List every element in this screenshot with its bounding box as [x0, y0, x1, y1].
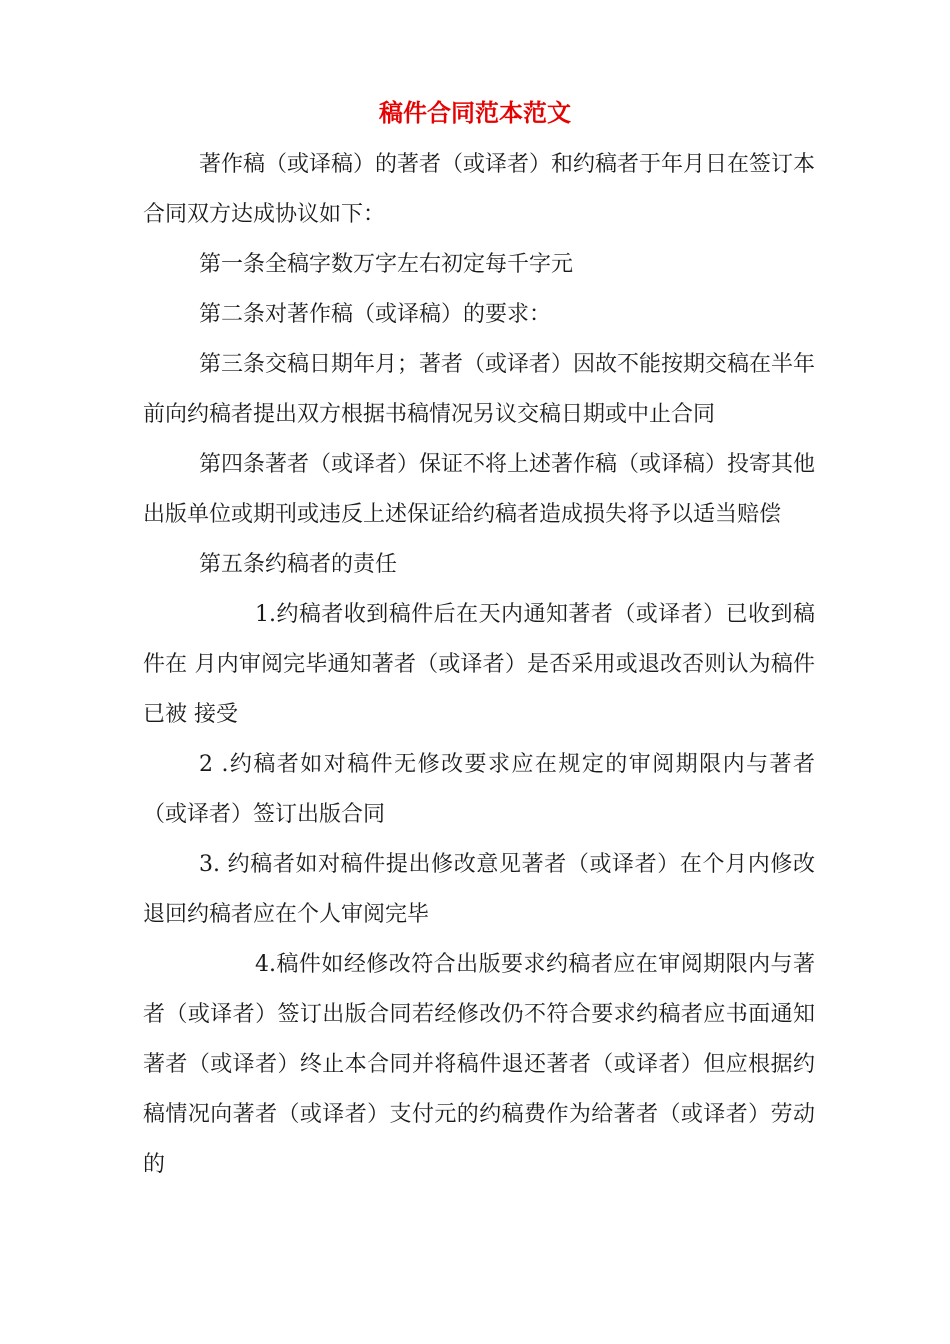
list-item-text: 约稿者收到稿件后在天内通知著者（或译者）已收到稿件在 月内审阅完毕通知著者（或译者）是否采用或退改否则认为稿件已被 接受 [143, 602, 815, 727]
list-item [143, 840, 815, 940]
list-item-text: 稿件如经修改符合出版要求约稿者应在审阅期限内与著者（或译者）签订出版合同若经修改仍不符合要求约稿者应书面通知著者（或译者）终止本合同并将稿件退还著者（或译者）但应根据约稿情况向著者（或译者）支付元的约稿费作为给著者（或译者）劳动的 [143, 952, 815, 1177]
intro-paragraph: 著作稿（或译稿）的著者（或译者）和约稿者于年月日在签订本合同双方达成协议如下： [143, 152, 816, 227]
article-4: 第四条著者（或译者）保证不将上述著作稿（或译稿）投寄其他出版单位或期刊或违反上述保证给约稿者造成损失将予以适当赔偿 [143, 452, 816, 527]
list-item-number: 4. [255, 952, 276, 977]
article-1: 第一条全稿字数万字左右初定每千字元 [199, 252, 574, 277]
document-body [143, 140, 815, 1190]
list-item-number: 3. [199, 852, 220, 877]
article-5-heading: 第五条约稿者的责任 [199, 552, 398, 577]
list-item-number: 1. [255, 602, 276, 627]
list-item [143, 940, 815, 1190]
list-item-text: 约稿者如对稿件提出修改意见著者（或译者）在个月内修改退回约稿者应在个人审阅完毕 [143, 852, 815, 927]
document-title: 稿件合同范本范文 [379, 98, 571, 127]
list-item-number: 2 . [199, 752, 229, 777]
article-2: 第二条对著作稿（或译稿）的要求： [199, 302, 552, 327]
article-3: 第三条交稿日期年月；著者（或译者）因故不能按期交稿在半年前向约稿者提出双方根据书稿情况另议交稿日期或中止合同 [143, 352, 816, 427]
list-item [143, 590, 815, 740]
list-item-text: 约稿者如对稿件无修改要求应在规定的审阅期限内与著者（或译者）签订出版合同 [143, 752, 815, 827]
list-item [143, 740, 815, 840]
